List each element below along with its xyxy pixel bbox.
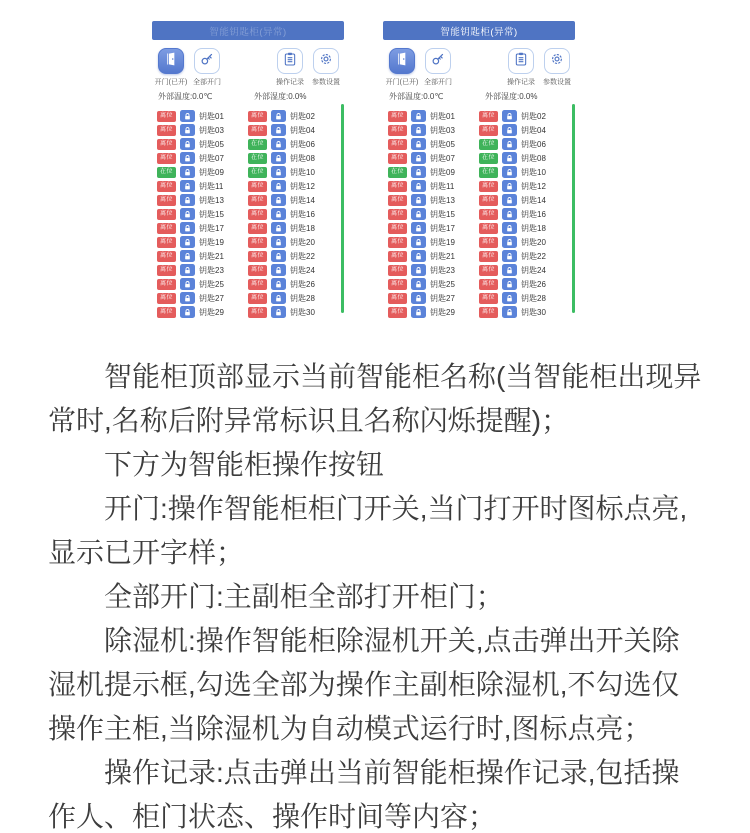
cabinet-panel-1	[152, 21, 344, 319]
key-item[interactable]	[157, 249, 248, 263]
key-item[interactable]	[248, 249, 344, 263]
cabinet-title-bar	[383, 21, 575, 40]
key-item[interactable]	[479, 235, 575, 249]
key-status-badge: 离位	[157, 209, 176, 220]
key-item[interactable]	[388, 277, 479, 291]
key-item[interactable]	[388, 151, 479, 165]
key-status-badge: 离位	[388, 251, 407, 262]
key-label: 钥匙04	[521, 125, 546, 135]
key-status-badge: 离位	[479, 223, 498, 234]
key-status-badge: 离位	[388, 181, 407, 192]
lock-icon	[502, 236, 517, 248]
key-item[interactable]	[479, 193, 575, 207]
lock-icon	[180, 152, 195, 164]
operation-record-button[interactable]	[508, 48, 534, 74]
key-status-badge: 离位	[248, 265, 267, 276]
lock-icon	[502, 208, 517, 220]
key-item[interactable]	[157, 179, 248, 193]
key-status-badge: 在位	[157, 167, 176, 178]
lock-icon	[271, 236, 286, 248]
key-grid	[152, 109, 344, 319]
lock-icon	[502, 124, 517, 136]
key-label: 钥匙16	[521, 209, 546, 219]
key-item[interactable]	[479, 137, 575, 151]
key-item[interactable]	[388, 165, 479, 179]
key-label: 钥匙05	[199, 139, 224, 149]
lock-icon	[411, 138, 426, 150]
key-item[interactable]	[388, 193, 479, 207]
key-label: 钥匙20	[521, 237, 546, 247]
key-status-badge: 离位	[479, 111, 498, 122]
operation-record-button[interactable]	[277, 48, 303, 74]
key-label: 钥匙05	[430, 139, 455, 149]
key-item[interactable]	[479, 151, 575, 165]
key-label: 钥匙10	[521, 167, 546, 177]
lock-icon	[180, 292, 195, 304]
clipboard-icon	[282, 51, 298, 72]
key-status-badge: 离位	[248, 111, 267, 122]
key-label: 钥匙20	[290, 237, 315, 247]
key-item[interactable]	[388, 207, 479, 221]
key-icon	[430, 51, 446, 72]
key-label: 钥匙04	[290, 125, 315, 135]
key-item[interactable]	[479, 165, 575, 179]
lock-icon	[502, 166, 517, 178]
key-label: 钥匙08	[290, 153, 315, 163]
key-status-badge: 离位	[388, 237, 407, 248]
key-label: 钥匙28	[521, 293, 546, 303]
key-status-badge: 离位	[157, 195, 176, 206]
key-label: 钥匙12	[290, 181, 315, 191]
parameter-settings-button-cell	[542, 48, 572, 87]
key-status-badge: 离位	[479, 265, 498, 276]
lock-icon	[271, 152, 286, 164]
key-status-badge: 离位	[479, 209, 498, 220]
open-all-doors-button-label: 全部开门	[424, 79, 452, 86]
key-status-badge: 离位	[388, 279, 407, 290]
key-item[interactable]	[388, 179, 479, 193]
open-door-button-cell	[156, 48, 186, 87]
key-item[interactable]	[248, 109, 344, 123]
description-paragraph: 操作记录:点击弹出当前智能柜操作记录,包括操作人、柜门状态、操作时间等内容；	[48, 757, 680, 832]
key-label: 钥匙09	[199, 167, 224, 177]
key-label: 钥匙13	[199, 195, 224, 205]
lock-icon	[411, 264, 426, 276]
key-status-badge: 离位	[248, 125, 267, 136]
open-door-button-cell	[387, 48, 417, 87]
key-label: 钥匙01	[430, 111, 455, 121]
key-label: 钥匙24	[290, 265, 315, 275]
key-item[interactable]	[388, 221, 479, 235]
lock-icon	[271, 306, 286, 318]
key-item[interactable]	[248, 207, 344, 221]
lock-icon	[411, 166, 426, 178]
open-all-doors-button[interactable]	[194, 48, 220, 74]
lock-icon	[271, 110, 286, 122]
external-temperature: 外部温度:0.0℃	[389, 92, 444, 101]
door-open-icon	[163, 51, 179, 72]
description-paragraph: 开门:操作智能柜柜门开关,当门打开时图标点亮,显示已开字样；	[48, 493, 688, 568]
key-status-badge: 离位	[388, 223, 407, 234]
lock-icon	[502, 264, 517, 276]
key-item[interactable]	[248, 305, 344, 319]
key-status-badge: 离位	[479, 237, 498, 248]
key-item[interactable]	[157, 137, 248, 151]
key-label: 钥匙14	[521, 195, 546, 205]
lock-icon	[180, 278, 195, 290]
key-status-badge: 离位	[388, 307, 407, 318]
description	[0, 355, 750, 833]
key-status-badge: 离位	[157, 111, 176, 122]
key-item[interactable]	[388, 235, 479, 249]
key-label: 钥匙02	[290, 111, 315, 121]
key-item[interactable]	[248, 291, 344, 305]
lock-icon	[411, 278, 426, 290]
key-label: 钥匙18	[521, 223, 546, 233]
lock-icon	[411, 306, 426, 318]
lock-icon	[180, 124, 195, 136]
key-label: 钥匙18	[290, 223, 315, 233]
key-item[interactable]	[388, 263, 479, 277]
description-paragraph: 下方为智能柜操作按钮	[104, 449, 385, 480]
key-status-badge: 离位	[388, 153, 407, 164]
key-item[interactable]	[479, 277, 575, 291]
key-status-badge: 离位	[248, 209, 267, 220]
key-item[interactable]	[157, 151, 248, 165]
lock-icon	[180, 236, 195, 248]
gear-icon	[318, 51, 334, 72]
key-status-badge: 离位	[479, 181, 498, 192]
key-status-badge: 离位	[157, 139, 176, 150]
key-status-badge: 离位	[157, 153, 176, 164]
key-item[interactable]	[248, 179, 344, 193]
key-item[interactable]	[157, 291, 248, 305]
lock-icon	[180, 110, 195, 122]
key-label: 钥匙26	[290, 279, 315, 289]
lock-icon	[502, 278, 517, 290]
scrollbar[interactable]	[572, 104, 575, 313]
lock-icon	[180, 250, 195, 262]
key-item[interactable]	[157, 109, 248, 123]
lock-icon	[180, 138, 195, 150]
open-all-doors-button[interactable]	[425, 48, 451, 74]
key-status-badge: 离位	[157, 125, 176, 136]
lock-icon	[180, 180, 195, 192]
key-item[interactable]	[157, 123, 248, 137]
lock-icon	[180, 166, 195, 178]
key-status-badge: 离位	[388, 125, 407, 136]
key-status-badge: 离位	[248, 293, 267, 304]
lock-icon	[180, 208, 195, 220]
lock-icon	[180, 306, 195, 318]
key-label: 钥匙17	[430, 223, 455, 233]
key-item[interactable]	[248, 193, 344, 207]
external-humidity: 外部湿度:0.0%	[254, 92, 307, 101]
lock-icon	[180, 194, 195, 206]
key-label: 钥匙07	[199, 153, 224, 163]
description-paragraph: 全部开门:主副柜全部打开柜门；	[104, 581, 504, 612]
key-status-badge: 离位	[479, 279, 498, 290]
key-item[interactable]	[157, 193, 248, 207]
key-status-badge: 离位	[388, 195, 407, 206]
lock-icon	[411, 110, 426, 122]
open-door-button[interactable]	[158, 48, 184, 74]
open-door-button[interactable]	[389, 48, 415, 74]
key-item[interactable]	[479, 207, 575, 221]
key-status-badge: 离位	[388, 209, 407, 220]
key-label: 钥匙06	[521, 139, 546, 149]
key-status-badge: 离位	[388, 139, 407, 150]
key-label: 钥匙21	[199, 251, 224, 261]
external-temperature: 外部温度:0.0℃	[158, 92, 213, 101]
key-item[interactable]	[479, 109, 575, 123]
key-item[interactable]	[248, 221, 344, 235]
lock-icon	[502, 222, 517, 234]
key-label: 钥匙28	[290, 293, 315, 303]
key-label: 钥匙08	[521, 153, 546, 163]
open-all-doors-button-cell	[423, 48, 453, 87]
key-status-badge: 离位	[157, 293, 176, 304]
key-item[interactable]	[157, 235, 248, 249]
key-status-badge: 离位	[479, 307, 498, 318]
key-item[interactable]	[388, 305, 479, 319]
lock-icon	[411, 194, 426, 206]
lock-icon	[271, 292, 286, 304]
key-label: 钥匙21	[430, 251, 455, 261]
key-item[interactable]	[479, 305, 575, 319]
key-label: 钥匙03	[199, 125, 224, 135]
key-status-badge: 离位	[248, 195, 267, 206]
lock-icon	[271, 222, 286, 234]
key-grid	[383, 109, 575, 319]
key-item[interactable]	[479, 179, 575, 193]
lock-icon	[180, 222, 195, 234]
key-label: 钥匙06	[290, 139, 315, 149]
lock-icon	[271, 166, 286, 178]
key-status-badge: 离位	[157, 251, 176, 262]
parameter-settings-button-label: 参数设置	[543, 79, 571, 86]
key-item[interactable]	[479, 249, 575, 263]
key-item[interactable]	[157, 165, 248, 179]
clipboard-icon	[513, 51, 529, 72]
key-item[interactable]	[479, 263, 575, 277]
key-label: 钥匙10	[290, 167, 315, 177]
key-status-badge: 离位	[479, 125, 498, 136]
key-status-badge: 在位	[479, 167, 498, 178]
key-label: 钥匙24	[521, 265, 546, 275]
key-item[interactable]	[248, 263, 344, 277]
operation-record-button-cell	[275, 48, 305, 87]
key-status-badge: 在位	[248, 153, 267, 164]
operation-record-button-label: 操作记录	[507, 79, 535, 86]
key-item[interactable]	[157, 305, 248, 319]
key-status-badge: 离位	[388, 293, 407, 304]
lock-icon	[180, 264, 195, 276]
key-label: 钥匙23	[430, 265, 455, 275]
key-label: 钥匙13	[430, 195, 455, 205]
key-status-badge: 离位	[157, 265, 176, 276]
lock-icon	[271, 194, 286, 206]
key-label: 钥匙01	[199, 111, 224, 121]
key-status-badge: 离位	[157, 223, 176, 234]
key-status-badge: 离位	[479, 251, 498, 262]
description-paragraph: 智能柜顶部显示当前智能柜名称(当智能柜出现异常时,名称后附异常标识且名称闪烁提醒)；	[48, 361, 702, 436]
key-label: 钥匙30	[521, 307, 546, 317]
description-paragraph: 除湿机:操作智能柜除湿机开关,点击弹出开关除湿机提示框,勾选全部为操作主副柜除湿机,不勾选仅操作主柜,当除湿机为自动模式运行时,图标点亮；	[48, 625, 680, 744]
cabinet-panel-2	[383, 21, 575, 319]
key-label: 钥匙15	[199, 209, 224, 219]
key-item[interactable]	[248, 235, 344, 249]
lock-icon	[271, 278, 286, 290]
key-label: 钥匙09	[430, 167, 455, 177]
parameter-settings-button[interactable]	[544, 48, 570, 74]
key-status-badge: 离位	[248, 307, 267, 318]
lock-icon	[411, 152, 426, 164]
sensor-row	[383, 91, 575, 102]
key-label: 钥匙02	[521, 111, 546, 121]
lock-icon	[502, 250, 517, 262]
key-item[interactable]	[388, 123, 479, 137]
lock-icon	[502, 194, 517, 206]
key-item[interactable]	[248, 165, 344, 179]
lock-icon	[271, 180, 286, 192]
key-status-badge: 离位	[157, 181, 176, 192]
key-label: 钥匙11	[199, 181, 224, 191]
lock-icon	[411, 208, 426, 220]
key-label: 钥匙22	[290, 251, 315, 261]
key-status-badge: 在位	[479, 139, 498, 150]
lock-icon	[411, 292, 426, 304]
key-item[interactable]	[157, 263, 248, 277]
cabinet-toolbar	[383, 40, 575, 87]
key-item[interactable]	[248, 123, 344, 137]
lock-icon	[271, 250, 286, 262]
key-label: 钥匙03	[430, 125, 455, 135]
key-label: 钥匙29	[199, 307, 224, 317]
cabinet-title-bar	[152, 21, 344, 40]
key-status-badge: 离位	[479, 195, 498, 206]
gear-icon	[549, 51, 565, 72]
key-status-badge: 在位	[248, 167, 267, 178]
cabinet-title: 智能钥匙柜(异常)	[440, 26, 518, 38]
lock-icon	[502, 306, 517, 318]
operation-record-button-cell	[506, 48, 536, 87]
open-all-doors-button-cell	[192, 48, 222, 87]
cabinet-toolbar	[152, 40, 344, 87]
parameter-settings-button-label: 参数设置	[312, 79, 340, 86]
lock-icon	[411, 250, 426, 262]
open-all-doors-button-label: 全部开门	[193, 79, 221, 86]
lock-icon	[411, 180, 426, 192]
cabinet-title: 智能钥匙柜(异常)	[209, 26, 287, 38]
external-humidity: 外部湿度:0.0%	[485, 92, 538, 101]
key-status-badge: 离位	[388, 111, 407, 122]
key-label: 钥匙17	[199, 223, 224, 233]
key-label: 钥匙25	[430, 279, 455, 289]
key-item[interactable]	[388, 249, 479, 263]
key-status-badge: 在位	[248, 139, 267, 150]
key-label: 钥匙19	[430, 237, 455, 247]
scrollbar[interactable]	[341, 104, 344, 313]
lock-icon	[271, 138, 286, 150]
open-door-button-label: 开门(已开)	[154, 79, 188, 86]
key-item[interactable]	[248, 137, 344, 151]
parameter-settings-button-cell	[311, 48, 341, 87]
key-item[interactable]	[157, 221, 248, 235]
key-label: 钥匙15	[430, 209, 455, 219]
lock-icon	[502, 152, 517, 164]
parameter-settings-button[interactable]	[313, 48, 339, 74]
key-item[interactable]	[248, 151, 344, 165]
key-status-badge: 离位	[479, 293, 498, 304]
key-item[interactable]	[248, 277, 344, 291]
key-icon	[199, 51, 215, 72]
lock-icon	[271, 124, 286, 136]
key-item[interactable]	[479, 291, 575, 305]
key-status-badge: 离位	[248, 181, 267, 192]
key-label: 钥匙30	[290, 307, 315, 317]
key-status-badge: 离位	[248, 223, 267, 234]
open-door-button-label: 开门(已开)	[385, 79, 419, 86]
lock-icon	[411, 124, 426, 136]
key-status-badge: 在位	[479, 153, 498, 164]
cabinet-panels	[0, 0, 750, 319]
key-label: 钥匙22	[521, 251, 546, 261]
key-status-badge: 离位	[157, 307, 176, 318]
key-status-badge: 离位	[248, 237, 267, 248]
lock-icon	[502, 138, 517, 150]
key-label: 钥匙27	[199, 293, 224, 303]
key-label: 钥匙26	[521, 279, 546, 289]
key-label: 钥匙11	[430, 181, 455, 191]
key-item[interactable]	[157, 277, 248, 291]
key-item[interactable]	[388, 137, 479, 151]
key-label: 钥匙25	[199, 279, 224, 289]
key-label: 钥匙07	[430, 153, 455, 163]
key-item[interactable]	[479, 221, 575, 235]
key-status-badge: 在位	[388, 167, 407, 178]
key-status-badge: 离位	[248, 251, 267, 262]
key-status-badge: 离位	[248, 279, 267, 290]
lock-icon	[271, 208, 286, 220]
key-label: 钥匙23	[199, 265, 224, 275]
key-status-badge: 离位	[157, 279, 176, 290]
door-open-icon	[394, 51, 410, 72]
lock-icon	[271, 264, 286, 276]
key-status-badge: 离位	[157, 237, 176, 248]
key-label: 钥匙29	[430, 307, 455, 317]
key-label: 钥匙14	[290, 195, 315, 205]
key-item[interactable]	[388, 109, 479, 123]
sensor-row	[152, 91, 344, 102]
lock-icon	[411, 222, 426, 234]
lock-icon	[502, 110, 517, 122]
lock-icon	[502, 180, 517, 192]
operation-record-button-label: 操作记录	[276, 79, 304, 86]
key-label: 钥匙16	[290, 209, 315, 219]
key-label: 钥匙19	[199, 237, 224, 247]
key-label: 钥匙12	[521, 181, 546, 191]
key-status-badge: 离位	[388, 265, 407, 276]
lock-icon	[502, 292, 517, 304]
key-label: 钥匙27	[430, 293, 455, 303]
key-item[interactable]	[479, 123, 575, 137]
key-item[interactable]	[388, 291, 479, 305]
lock-icon	[411, 236, 426, 248]
key-item[interactable]	[157, 207, 248, 221]
